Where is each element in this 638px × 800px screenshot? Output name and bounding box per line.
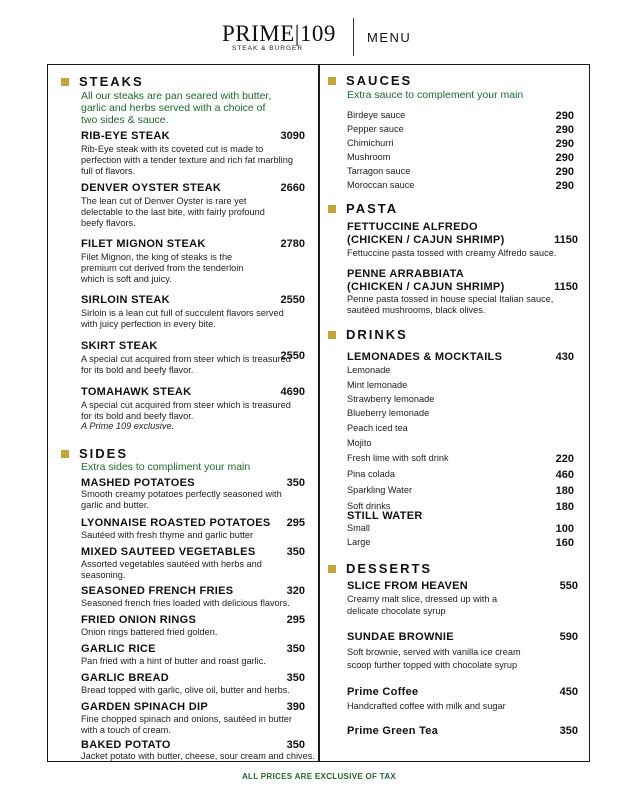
menu-item-price: 550 [559, 580, 578, 592]
drink-price: 180 [555, 501, 574, 513]
sauce-name: Birdeye sauce [347, 110, 406, 120]
sauce-price: 290 [555, 110, 574, 122]
drink-price: 220 [555, 453, 574, 465]
header-divider [353, 18, 354, 56]
drinks-title: DRINKS [346, 327, 408, 342]
sauce-price: 290 [555, 152, 574, 164]
sauce-price: 290 [555, 124, 574, 136]
menu-item-description: Jacket potato with butter, cheese, sour cream and chives. [81, 751, 315, 761]
menu-item-description: Assorted vegetables sautéed with herbs and seasoning. [81, 559, 262, 580]
menu-item-description: Bread topped with garlic, olive oil, butter and herbs. [81, 685, 290, 695]
sauce-name: Mushroom [347, 152, 391, 162]
desserts-section-header [328, 561, 432, 576]
menu-item-name: MASHED POTATOES [81, 477, 195, 489]
menu-item-name: SUNDAE BROWNIE [347, 631, 454, 643]
menu-item-name: GARLIC RICE [81, 643, 156, 655]
menu-item-name: Prime Green Tea [347, 725, 439, 737]
sauce-price: 290 [555, 180, 574, 192]
menu-item-name: TOMAHAWK STEAK [81, 386, 192, 398]
menu-item-price: 350 [286, 672, 305, 684]
drinks-section-header [328, 327, 408, 342]
sauces-description: Extra sauce to complement your main [347, 89, 524, 101]
still-water-heading: STILL WATER [347, 510, 423, 522]
menu-item-description: Rib-Eye steak with its coveted cut is made to perfection with a tender texture and rich fat marbling full of flavors. [81, 144, 293, 176]
water-size: Large [347, 537, 371, 547]
menu-item-price: 350 [286, 643, 305, 655]
menu-item-name: Prime Coffee [347, 686, 419, 698]
menu-item-price: 1150 [554, 281, 578, 293]
brand-logo [222, 22, 350, 52]
menu-item-price: 2550 [280, 350, 305, 362]
menu-item-name: MIXED SAUTEED VEGETABLES [81, 546, 256, 558]
water-size: Small [347, 523, 370, 533]
menu-item-name: SKIRT STEAK [81, 340, 158, 352]
menu-item-price: 350 [559, 725, 578, 737]
menu-item-price: 2780 [280, 238, 305, 250]
menu-item-price: 320 [286, 585, 305, 597]
menu-item-description: The lean cut of Denver Oyster is rare yet delectable to the last bite, with fairly profound beefy flavors. [81, 196, 265, 228]
lemonade-option: Mojito [347, 438, 372, 448]
menu-item-price: 350 [286, 546, 305, 558]
menu-item-description: Fettuccine pasta tossed with creamy Alfredo sauce. [347, 248, 557, 258]
lemonade-option: Peach iced tea [347, 423, 408, 433]
drink-price: 460 [555, 469, 574, 481]
lemonade-option: Strawberry lemonade [347, 394, 435, 404]
menu-item-name: SLICE FROM HEAVEN [347, 580, 469, 592]
menu-item-note: A Prime 109 exclusive. [81, 421, 175, 431]
menu-item-name: GARDEN SPINACH DIP [81, 701, 209, 713]
steaks-section-header [61, 74, 144, 89]
menu-item-name: PENNE ARRABBIATA [347, 268, 465, 280]
lemonade-option: Blueberry lemonade [347, 408, 430, 418]
menu-item-price: 3090 [280, 130, 305, 142]
menu-item-description: Handcrafted coffee with milk and sugar [347, 701, 506, 711]
section-marker-icon [328, 565, 336, 573]
column-divider [318, 64, 320, 762]
lemonade-option: Mint lemonade [347, 380, 408, 390]
menu-item-name: DENVER OYSTER STEAK [81, 182, 222, 194]
lemonades-heading: LEMONADES & MOCKTAILS [347, 351, 503, 363]
menu-item-description: A special cut acquired from steer which is treasured for its bold and beefy flavor. [81, 400, 291, 421]
drink-name: Soft drinks [347, 501, 391, 511]
menu-item-description: delicate chocolate syrup [347, 606, 446, 616]
menu-item-description: Sirloin is a lean cut full of succulent flavors served with juicy perfection in every bite. [81, 308, 284, 329]
menu-item-description: Filet Mignon, the king of steaks is the premium cut derived from the tenderloin which is soft and juicy. [81, 252, 244, 284]
brand-tagline: STEAK & BURGER [232, 45, 304, 52]
menu-item-description: Creamy malt slice, dressed up with a [347, 594, 498, 604]
menu-item-price: 450 [559, 686, 578, 698]
sauce-price: 290 [555, 138, 574, 150]
menu-item-description: Pan fried with a hint of butter and roast garlic. [81, 656, 266, 666]
section-marker-icon [328, 205, 336, 213]
water-price: 100 [555, 523, 574, 535]
menu-item-price: 350 [286, 739, 305, 751]
menu-item-description: Fine chopped spinach and onions, sautéed in butter with a touch of cream. [81, 714, 292, 735]
pasta-title: PASTA [346, 201, 399, 216]
sauces-section-header [328, 73, 412, 88]
menu-item-price: 295 [286, 517, 305, 529]
section-marker-icon [328, 77, 336, 85]
menu-item-name: FRIED ONION RINGS [81, 614, 197, 626]
sauce-price: 290 [555, 166, 574, 178]
menu-item-price: 295 [286, 614, 305, 626]
steaks-description: All our steaks are pan seared with butter, garlic and herbs served with a choice of two sides & sauce. [81, 90, 272, 126]
lemonades-price: 430 [555, 351, 574, 363]
menu-item-name: SEASONED FRENCH FRIES [81, 585, 234, 597]
menu-item-price: 2660 [280, 182, 305, 194]
menu-item-price: 2550 [280, 294, 305, 306]
menu-item-description: scoop further topped with chocolate syrup [347, 660, 518, 670]
menu-item-name: LYONNAISE ROASTED POTATOES [81, 517, 271, 529]
menu-item-name: BAKED POTATO [81, 739, 171, 751]
sauce-name: Pepper sauce [347, 124, 404, 134]
sauce-name: Chimichurri [347, 138, 394, 148]
menu-item-name: RIB-EYE STEAK [81, 130, 170, 142]
drink-name: Pina colada [347, 469, 396, 479]
menu-item-description: Smooth creamy potatoes perfectly seasoned with garlic and butter. [81, 489, 282, 510]
sides-section-header [61, 446, 128, 461]
section-marker-icon [61, 78, 69, 86]
sides-description: Extra sides to compliment your main [81, 461, 251, 473]
pasta-section-header [328, 201, 398, 216]
drink-name: Fresh lime with soft drink [347, 453, 449, 463]
desserts-title: DESSERTS [346, 561, 433, 576]
water-price: 160 [555, 537, 574, 549]
tax-note: ALL PRICES ARE EXCLUSIVE OF TAX [241, 772, 397, 781]
drink-price: 180 [555, 485, 574, 497]
menu-item-name: FILET MIGNON STEAK [81, 238, 206, 250]
menu-item-name: FETTUCCINE ALFREDO [347, 221, 478, 233]
lemonade-option: Lemonade [347, 365, 391, 375]
menu-item-price: 390 [286, 701, 305, 713]
menu-item-description: Soft brownie, served with vanilla ice cream [347, 647, 521, 657]
menu-item-name-detail: (CHICKEN / CAJUN SHRIMP) [347, 281, 505, 293]
drink-name: Sparkling Water [347, 485, 413, 495]
section-marker-icon [328, 331, 336, 339]
menu-item-price: 1150 [554, 234, 578, 246]
menu-item-price: 4690 [280, 386, 305, 398]
menu-item-description: Onion rings battered fried golden. [81, 627, 218, 637]
menu-item-price: 350 [286, 477, 305, 489]
menu-title: MENU [367, 30, 412, 45]
sauce-name: Moroccan sauce [347, 180, 415, 190]
menu-item-name: GARLIC BREAD [81, 672, 169, 684]
menu-item-name: SIRLOIN STEAK [81, 294, 170, 306]
menu-header [0, 18, 638, 58]
menu-item-description: A special cut acquired from steer which is treasured for its bold and beefy flavor. [81, 354, 291, 375]
menu-item-price: 590 [559, 631, 578, 643]
menu-item-name-detail: (CHICKEN / CAJUN SHRIMP) [347, 234, 505, 246]
steaks-title: STEAKS [79, 74, 144, 89]
brand-name: PRIME|109 [222, 21, 336, 46]
sauces-title: SAUCES [346, 73, 413, 88]
section-marker-icon [61, 450, 69, 458]
sides-title: SIDES [79, 446, 129, 461]
menu-item-description: Seasoned french fries loaded with delicious flavors. [81, 598, 290, 608]
menu-item-description: Penne pasta tossed in house special Italian sauce, sautéed mushrooms, black olives. [347, 294, 554, 315]
sauce-name: Tarragon sauce [347, 166, 411, 176]
menu-item-description: Sautéed with fresh thyme and garlic butter [81, 530, 254, 540]
